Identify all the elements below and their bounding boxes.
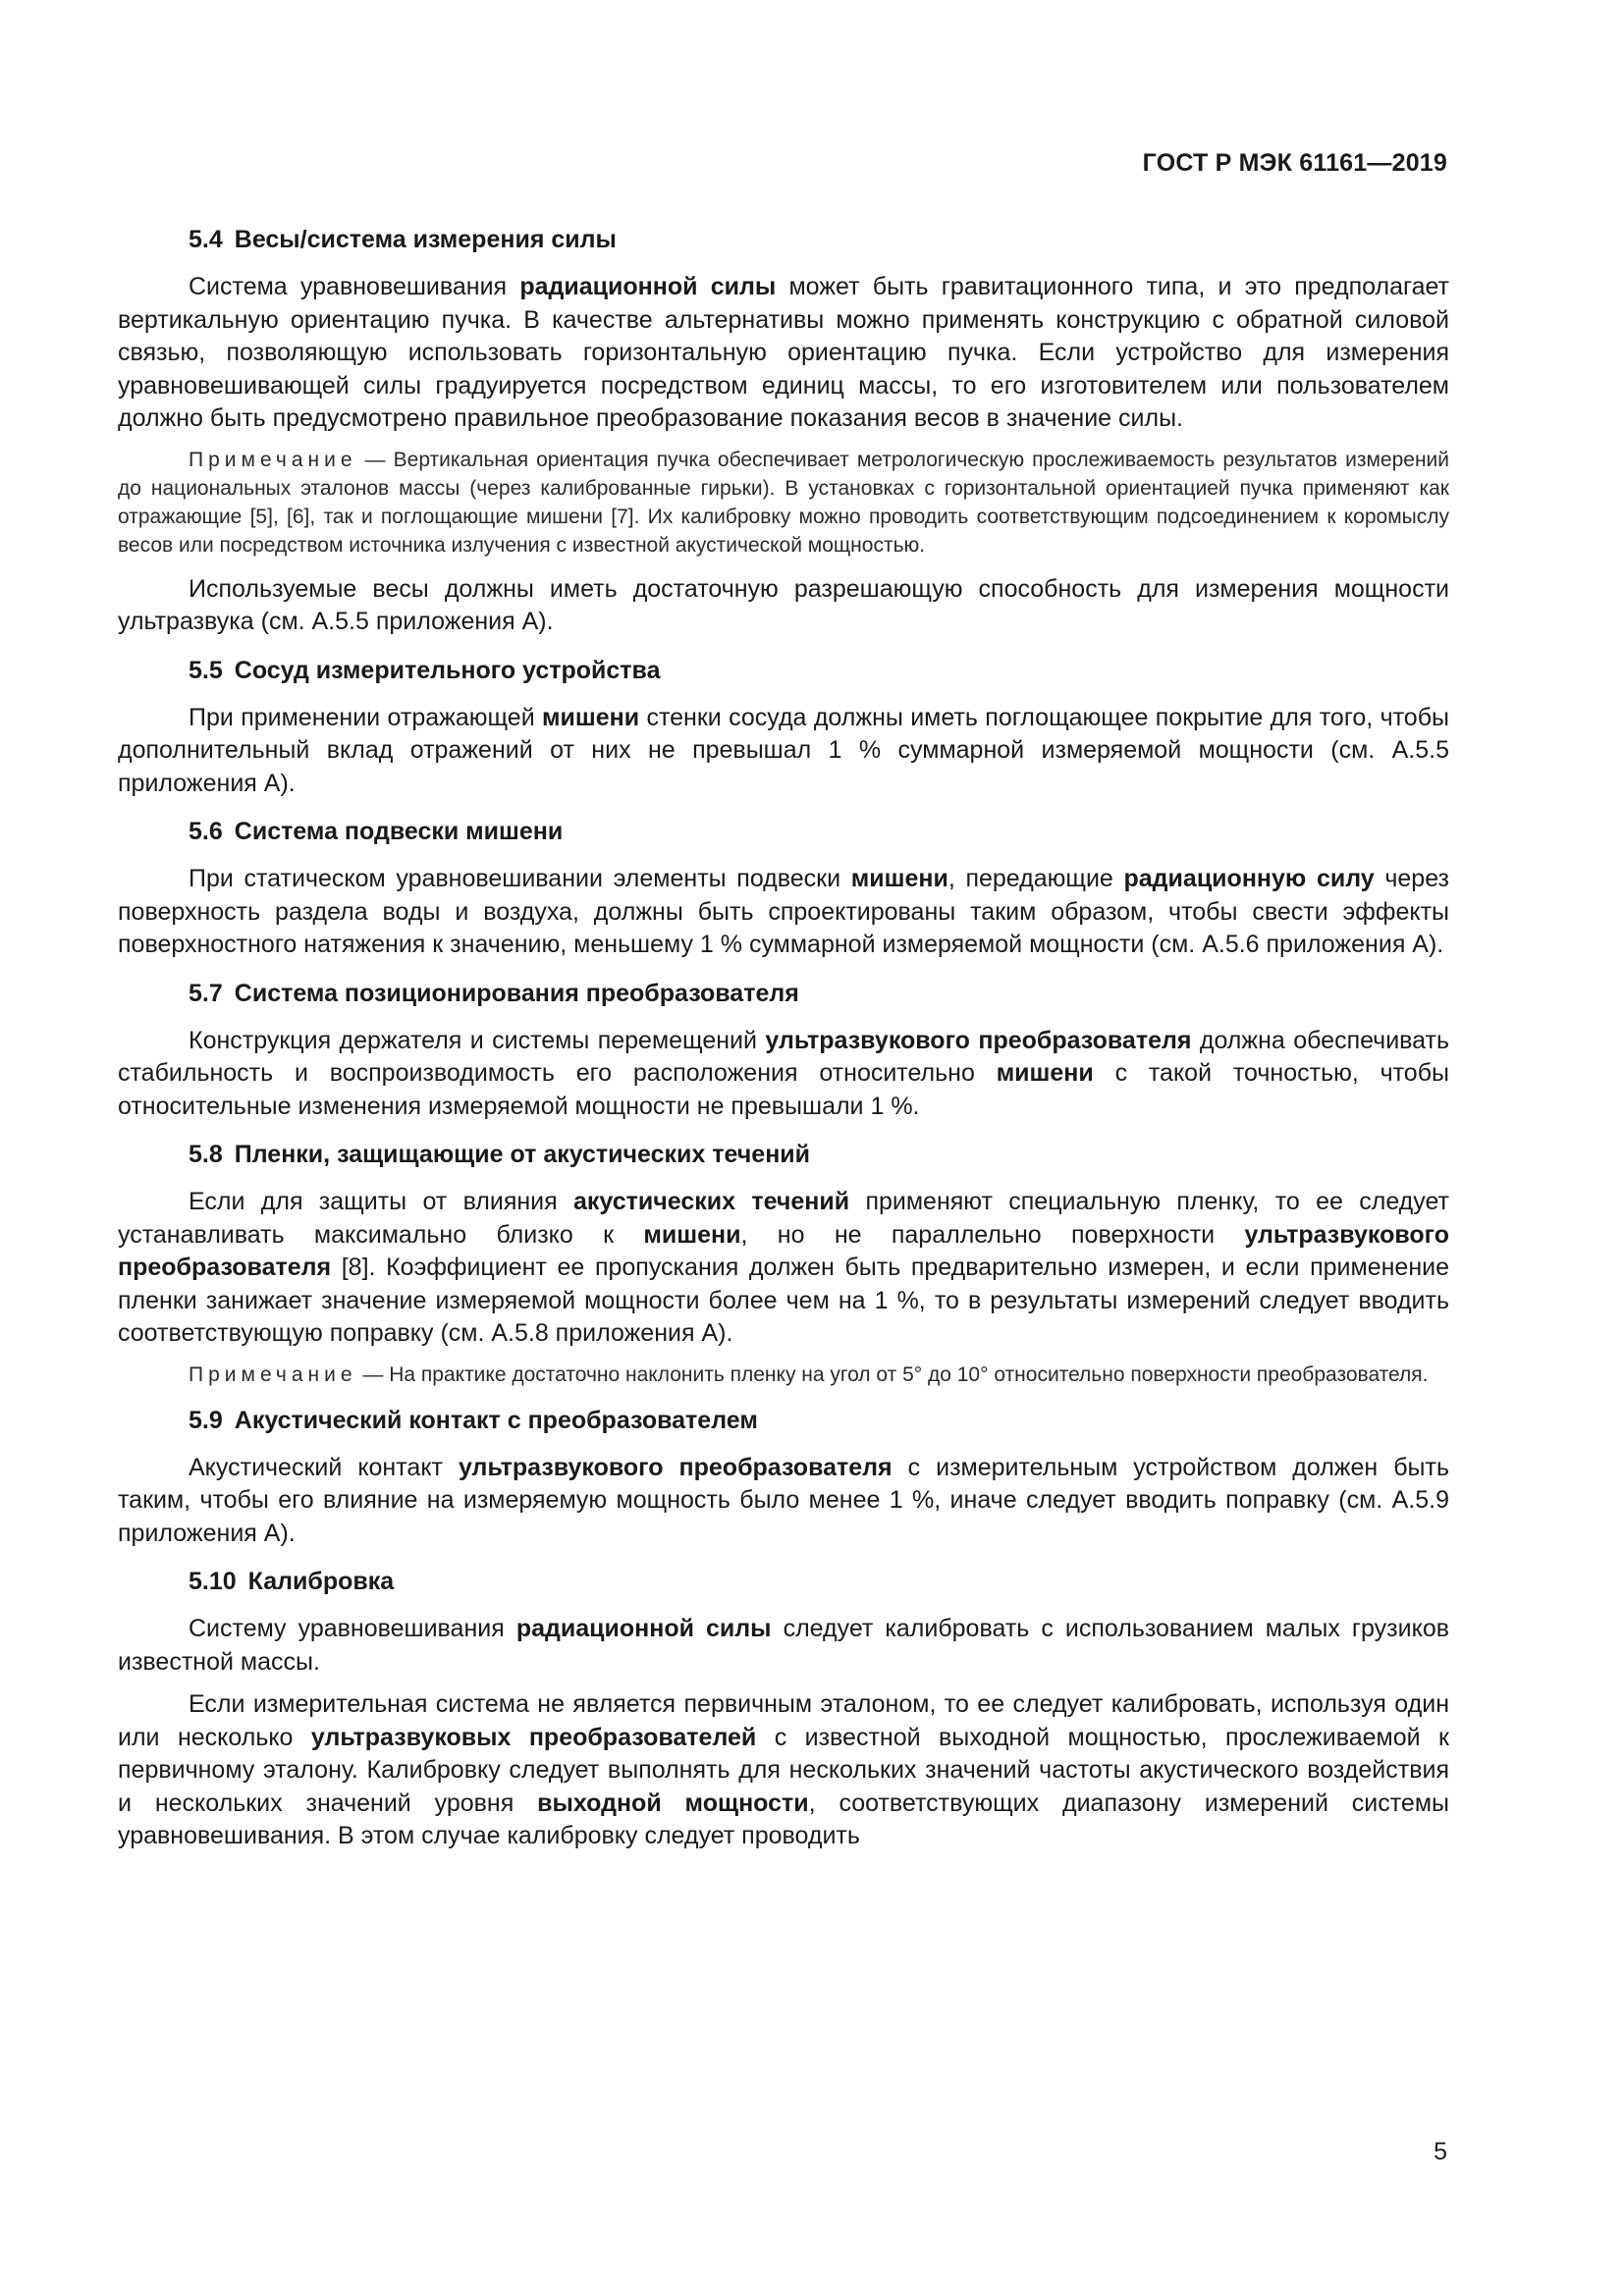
text-run: [8]. Коэффициент ее пропускания должен быть предварительно измерен, и если применение пленки занижает значение измеряемой мощности более чем на 1 %, то в результаты измерений следует вводить соответствующую поправку (см. А.5.8 приложения А). xyxy=(118,1254,1449,1347)
text-run: следует калибровать с использованием малых грузиков известной массы. xyxy=(118,1615,1450,1676)
section-title: Пленки, защищающие от акустических течений xyxy=(234,1141,811,1168)
note-paragraph xyxy=(118,1361,1449,1389)
text-run: применяют специальную пленку, то ее следует устанавливать максимально близко к xyxy=(118,1188,1450,1249)
text-run: может быть гравитационного типа, и это предполагает вертикальную ориентацию пучка. В качестве альтернативы можно применять конструкцию с обратной силовой связью, позволяющую использовать горизонтальную ориентацию пучка. Если устройство для измерения уравновешивающей силы градуируется посредством единиц массы, то его изготовителем или пользователем должно быть предусмотрено правильное преобразование показания весов в значение силы. xyxy=(118,273,1449,432)
section-number: 5.9 xyxy=(189,1406,223,1434)
text-run: Если измерительная система не является первичным эталоном, то ее следует калибровать, используя один или несколько xyxy=(118,1690,1449,1751)
term-bold: ультразвукового преобразователя xyxy=(118,1220,1449,1281)
term-bold: ультразвукового преобразователя xyxy=(458,1453,893,1481)
body-paragraph xyxy=(118,1452,1449,1551)
text-run: , но не параллельно поверхности xyxy=(740,1220,1245,1249)
term-bold: мишени xyxy=(996,1059,1094,1087)
page-number: 5 xyxy=(1434,2138,1447,2165)
body-paragraph xyxy=(118,1688,1449,1853)
term-bold: ультразвуковых преобразователей xyxy=(310,1723,757,1751)
section-heading xyxy=(118,1139,1449,1170)
term-bold: мишени xyxy=(850,865,948,892)
section-5-7 xyxy=(118,978,1449,1124)
text-run: Система уравновешивания xyxy=(189,273,520,300)
document-body xyxy=(118,224,1449,1863)
text-run: Акустический контакт xyxy=(189,1453,459,1481)
text-run: При применении отражающей xyxy=(189,703,543,731)
term-bold: радиационную силу xyxy=(1123,865,1375,892)
text-run: Конструкция держателя и системы перемещений xyxy=(189,1026,766,1054)
text-run: , передающие xyxy=(947,865,1124,892)
section-5-9 xyxy=(118,1405,1449,1551)
term-bold: выходной мощности xyxy=(537,1789,809,1817)
section-5-10 xyxy=(118,1566,1449,1853)
note-label: Примечание xyxy=(189,1362,357,1386)
text-run: с известной выходной мощностью, прослеживаемой к первичному эталону. Калибровку следует выполнять для нескольких значений частоты акустического воздействия и нескольких значений уровня xyxy=(118,1723,1449,1817)
term-bold: радиационной силы xyxy=(519,273,777,300)
section-number: 5.7 xyxy=(189,979,223,1007)
section-title: Сосуд измерительного устройства xyxy=(234,656,661,684)
text-run: стенки сосуда должны иметь поглощающее покрытие для того, чтобы дополнительный вклад отражений от них не превышал 1 % суммарной измеряемой мощности (см. А.5.5 приложения А). xyxy=(118,703,1450,797)
section-heading xyxy=(118,655,1449,686)
section-5-5 xyxy=(118,655,1449,801)
body-paragraph xyxy=(118,271,1449,436)
section-number: 5.4 xyxy=(189,226,223,253)
text-run: — Вертикальная ориентация пучка обеспечивает метрологическую прослеживаемость результатов измерений до национальных эталонов массы (через калиброванные гирьки). В установках с горизонтальной ориентацией пучка применяют как отражающие [5], [6], так и поглощающие мишени [7]. Их калибровку можно проводить соответствующим подсоединением к коромыслу весов или посредством источника излучения с известной акустической мощностью. xyxy=(118,448,1449,557)
note-paragraph xyxy=(118,446,1449,560)
section-number: 5.8 xyxy=(189,1141,223,1168)
text-run: — На практике достаточно наклонить пленку на угол от 5° до 10° относительно поверхности преобразователя. xyxy=(356,1362,1429,1386)
section-heading xyxy=(118,816,1449,847)
section-5-6 xyxy=(118,816,1449,962)
section-title: Калибровка xyxy=(247,1568,395,1595)
body-paragraph xyxy=(118,702,1449,801)
section-title: Весы/система измерения силы xyxy=(234,226,617,253)
text-run: Систему уравновешивания xyxy=(189,1615,516,1642)
section-title: Акустический контакт с преобразователем xyxy=(234,1406,758,1434)
text-run: Если для защиты от влияния xyxy=(189,1188,574,1215)
body-paragraph xyxy=(118,863,1449,962)
section-heading xyxy=(118,978,1449,1009)
text-run: через поверхность раздела воды и воздуха, должны быть спроектированы таким образом, чтобы свести эффекты поверхностного натяжения к значению, меньшему 1 % суммарной измеряемой мощности (см. А.5.6 приложения А). xyxy=(118,865,1450,958)
document-code-header: ГОСТ Р МЭК 61161—2019 xyxy=(1142,149,1447,177)
term-bold: мишени xyxy=(643,1220,741,1249)
section-number: 5.10 xyxy=(189,1568,237,1595)
section-heading xyxy=(118,224,1449,255)
section-heading xyxy=(118,1566,1449,1597)
body-paragraph xyxy=(118,1025,1449,1124)
text-run: с такой точностью, чтобы относительные изменения измеряемой мощности не превышали 1 %. xyxy=(118,1059,1449,1120)
text-run: должна обеспечивать стабильность и воспроизводимость его расположения относительно xyxy=(118,1026,1449,1087)
term-bold: акустических течений xyxy=(573,1188,850,1215)
text-run: При статическом уравновешивании элементы подвески xyxy=(189,865,851,892)
section-5-4 xyxy=(118,224,1449,639)
text-run: с измерительным устройством должен быть таким, чтобы его влияние на измеряемую мощность было менее 1 %, иначе следует вводить поправку (см. А.5.9 приложения А). xyxy=(118,1453,1449,1547)
section-title: Система подвески мишени xyxy=(234,818,564,845)
term-bold: ультразвукового преобразователя xyxy=(765,1026,1192,1054)
body-paragraph xyxy=(118,573,1449,639)
term-bold: радиационной силы xyxy=(515,1615,772,1642)
section-heading xyxy=(118,1405,1449,1436)
term-bold: мишени xyxy=(542,703,640,731)
body-paragraph xyxy=(118,1186,1449,1351)
note-label: Примечание xyxy=(189,448,357,471)
section-title: Система позиционирования преобразователя xyxy=(234,979,799,1007)
body-paragraph xyxy=(118,1613,1449,1679)
text-run: , соответствующих диапазону измерений системы уравновешивания. В этом случае калибровку следует проводить xyxy=(118,1789,1449,1849)
section-number: 5.6 xyxy=(189,818,223,845)
text-run: Используемые весы должны иметь достаточную разрешающую способность для измерения мощности ультразвука (см. А.5.5 приложения А). xyxy=(118,574,1449,635)
section-5-8 xyxy=(118,1139,1449,1389)
section-number: 5.5 xyxy=(189,656,223,684)
